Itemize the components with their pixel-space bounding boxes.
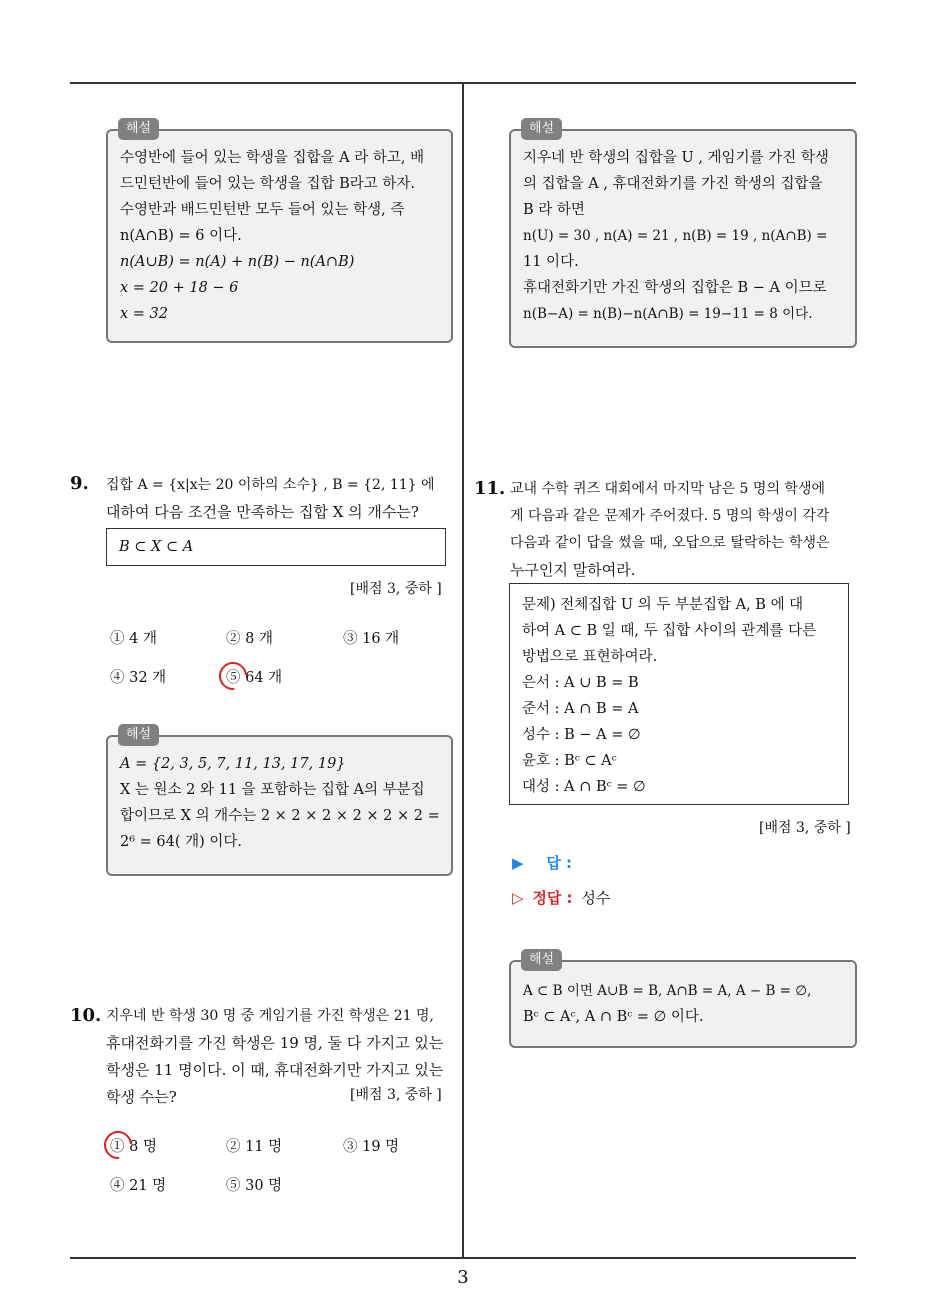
- solution-line: A = {2, 3, 5, 7, 11, 13, 17, 19}: [120, 756, 346, 772]
- page-number: 3: [457, 1267, 469, 1288]
- answer-label: 답 :: [546, 854, 573, 872]
- solution-tag: 해설: [118, 724, 159, 746]
- choice-4[interactable]: ④ 21 명: [110, 1178, 167, 1194]
- choice-5[interactable]: ⑤ 30 명: [226, 1178, 283, 1194]
- points-label: [배점 3, 중하 ]: [759, 820, 851, 836]
- solution-line: 수영반에 들어 있는 학생을 집합을 A 라 하고, 배: [120, 150, 425, 166]
- student-answer: 윤호 : Bᶜ ⊂ Aᶜ: [522, 753, 617, 769]
- solution-line: x = 20 + 18 − 6: [120, 280, 239, 296]
- choice-3[interactable]: ③ 19 명: [343, 1139, 400, 1155]
- question-number: 11.: [474, 478, 506, 499]
- solution-line: n(B−A) = n(B)−n(A∩B) = 19−11 = 8 이다.: [523, 306, 813, 322]
- student-answer: 준서 : A ∩ B = A: [522, 701, 639, 717]
- points-label: [배점 3, 중하 ]: [350, 581, 442, 597]
- question-line: 교내 수학 퀴즈 대회에서 마지막 남은 5 명의 학생에: [510, 481, 825, 497]
- question-line: 학생 수는?: [106, 1088, 177, 1106]
- solution-line: Bᶜ ⊂ Aᶜ, A ∩ Bᶜ = ∅ 이다.: [523, 1009, 704, 1025]
- question-text: [106, 472, 462, 526]
- problem-line: 방법으로 표현하여라.: [522, 649, 658, 665]
- correct-value: 성수: [581, 889, 611, 907]
- solution-line: 의 집합을 A , 휴대전화기를 가진 학생의 집합을: [523, 176, 823, 192]
- solution-box-q10: [509, 121, 857, 348]
- choice-5[interactable]: ⑤ 64 개: [226, 670, 283, 686]
- selected-answer-mark: [213, 656, 252, 695]
- solution-line: 지우네 반 학생의 집합을 U , 게임기를 가진 학생: [523, 150, 829, 166]
- choice-3[interactable]: ③ 16 개: [343, 631, 400, 647]
- question-text: [510, 476, 860, 584]
- solution-line: 2⁶ = 64( 개) 이다.: [120, 834, 243, 850]
- question-line: 집합 A = {x|x는 20 이하의 소수} , B = {2, 11} 에: [106, 477, 435, 493]
- points-label: [배점 3, 중하 ]: [350, 1087, 442, 1103]
- solution-line: 드민턴반에 들어 있는 학생을 집합 B라고 하자.: [120, 176, 416, 192]
- question-line: 학생은 11 명이다. 이 때, 휴대전화기만 가지고 있는: [106, 1061, 444, 1079]
- solution-line: x = 32: [120, 306, 168, 322]
- solution-line: n(U) = 30 , n(A) = 21 , n(B) = 19 , n(A∩B) =: [523, 228, 828, 244]
- solution-line: n(A∪B) = n(A) + n(B) − n(A∩B): [120, 254, 355, 270]
- correct-label: 정답 :: [532, 889, 573, 907]
- question-number: 10.: [70, 1005, 102, 1026]
- selected-answer-mark: [98, 1125, 137, 1164]
- correct-answer-row: [512, 887, 610, 908]
- question-number: 9.: [70, 473, 89, 494]
- choice-1[interactable]: ① 4 개: [110, 631, 157, 647]
- play-icon: ▶: [512, 854, 524, 872]
- solution-box-q9: [106, 727, 453, 876]
- answer-row: [512, 852, 572, 873]
- question-line: 다음과 같이 답을 썼을 때, 오답으로 탈락하는 학생은: [510, 535, 830, 551]
- outline-play-icon: ▷: [512, 889, 524, 907]
- choice-2[interactable]: ② 11 명: [226, 1139, 283, 1155]
- student-answer: 은서 : A ∪ B = B: [522, 675, 639, 691]
- question-line: 휴대전화기를 가진 학생은 19 명, 둘 다 가지고 있는: [106, 1034, 444, 1052]
- solution-box-q8: [106, 121, 453, 343]
- column-divider: [462, 84, 464, 1258]
- condition-box: [106, 528, 446, 566]
- solution-line: 휴대전화기만 가진 학생의 집합은 B − A 이므로: [523, 280, 827, 296]
- solution-line: n(A∩B) = 6 이다.: [120, 228, 242, 244]
- student-answer: 대성 : A ∩ Bᶜ = ∅: [522, 779, 646, 795]
- solution-box-q11: [509, 952, 857, 1048]
- solution-tag: 해설: [521, 949, 562, 971]
- solution-line: B 라 하면: [523, 202, 585, 218]
- choice-2[interactable]: ② 8 개: [226, 631, 273, 647]
- problem-line: 문제) 전체집합 U 의 두 부분집합 A, B 에 대: [522, 597, 804, 613]
- condition-text: B ⊂ X ⊂ A: [119, 539, 194, 555]
- question-line: 지우네 반 학생 30 명 중 게임기를 가진 학생은 21 명,: [106, 1008, 435, 1024]
- solution-line: A ⊂ B 이면 A∪B = B, A∩B = A, A − B = ∅,: [523, 983, 812, 999]
- problem-box: [509, 583, 849, 805]
- solution-line: 합이므로 X 의 개수는 2 × 2 × 2 × 2 × 2 × 2 =: [120, 808, 440, 824]
- solution-line: X 는 원소 2 와 11 을 포함하는 집합 A의 부분집: [120, 782, 425, 798]
- choice-4[interactable]: ④ 32 개: [110, 670, 167, 686]
- solution-line: 11 이다.: [523, 254, 579, 270]
- question-line: 게 다음과 같은 문제가 주어졌다. 5 명의 학생이 각각: [510, 508, 830, 524]
- question-line: 누구인지 말하여라.: [510, 561, 636, 579]
- student-answer: 성수 : B − A = ∅: [522, 727, 641, 743]
- question-line: 대하여 다음 조건을 만족하는 집합 X 의 개수는?: [106, 503, 419, 521]
- solution-tag: 해설: [118, 118, 159, 140]
- problem-line: 하여 A ⊂ B 일 때, 두 집합 사이의 관계를 다른: [522, 623, 817, 639]
- choice-1[interactable]: ① 8 명: [110, 1139, 157, 1155]
- solution-line: 수영반과 배드민턴반 모두 들어 있는 학생, 즉: [120, 202, 405, 218]
- solution-tag: 해설: [521, 118, 562, 140]
